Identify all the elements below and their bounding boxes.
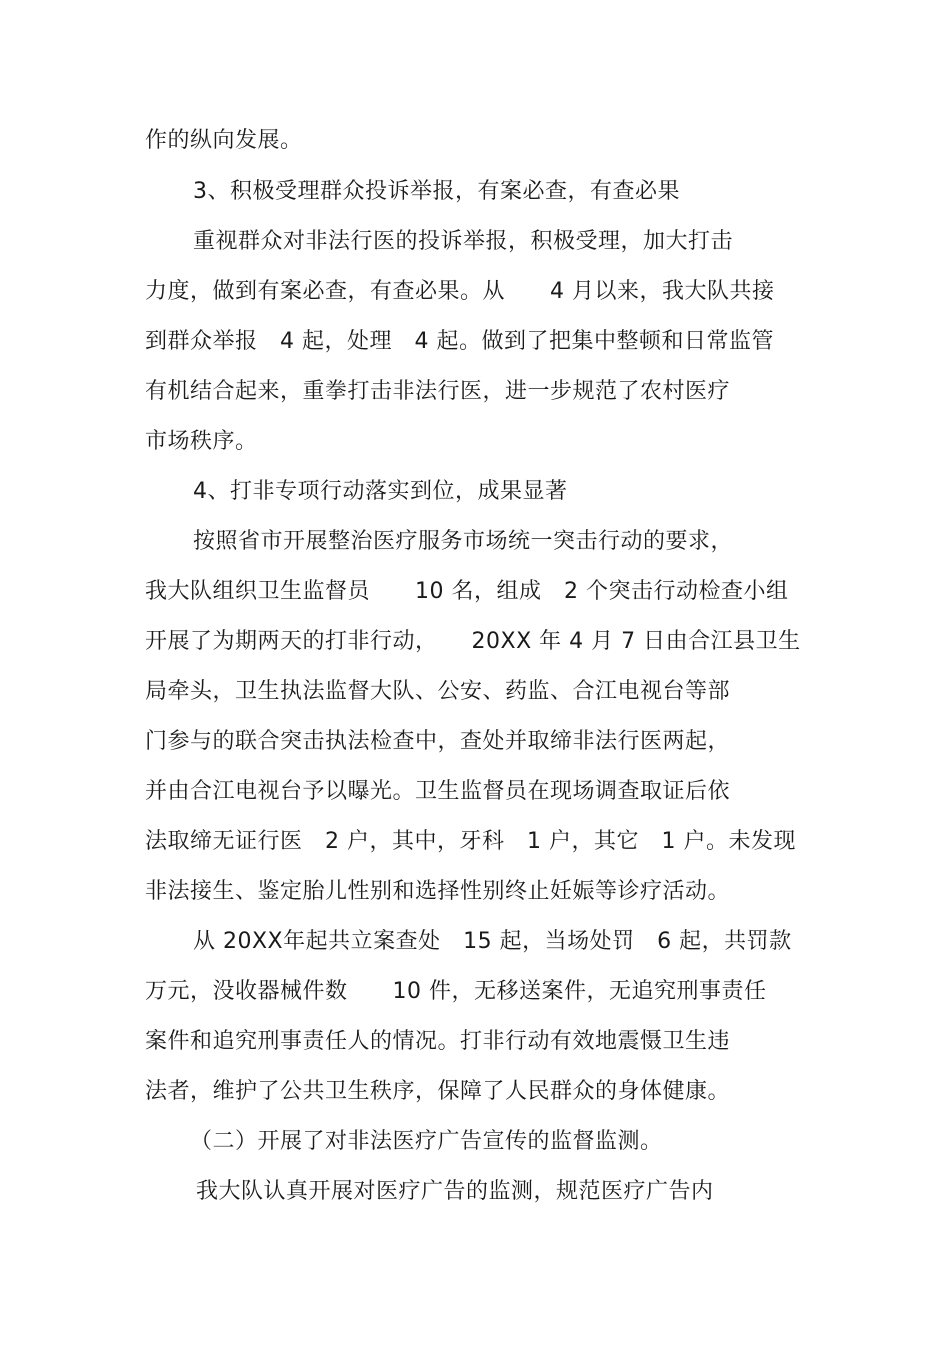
text-line: 作的纵向发展。 — [145, 128, 303, 153]
text-line: 按照省市开展整治医疗服务市场统一突击行动的要求， — [193, 529, 734, 554]
text-line: 法者，维护了公共卫生秩序，保障了人民群众的身体健康。 — [145, 1079, 731, 1104]
text-line: 门参与的联合突击执法检查中，查处并取缔非法行医两起， — [145, 729, 731, 754]
text-line: 法取缔无证行医 2 户，其中，牙科 1 户，其它 1 户。未发现 — [145, 829, 796, 854]
text-line: 从 20XX年起共立案查处 15 起，当场处罚 6 起，共罚款 — [193, 929, 792, 954]
text-line: 力度，做到有案必查，有查必果。从 4 月以来，我大队共接 — [145, 279, 775, 304]
text-line: 有机结合起来，重拳打击非法行医，进一步规范了农村医疗 — [145, 379, 731, 404]
section-heading: 4、打非专项行动落实到位，成果显著 — [193, 479, 568, 504]
text-line: 市场秩序。 — [145, 429, 258, 454]
text-line: 开展了为期两天的打非行动， 20XX 年 4 月 7 日由合江县卫生 — [145, 629, 801, 654]
text-line: 案件和追究刑事责任人的情况。打非行动有效地震慑卫生违 — [145, 1029, 731, 1054]
text-line: 局牵头，卫生执法监督大队、公安、药监、合江电视台等部 — [145, 679, 731, 704]
text-line: 重视群众对非法行医的投诉举报，积极受理，加大打击 — [193, 229, 734, 254]
text-line: 到群众举报 4 起，处理 4 起。做到了把集中整顿和日常监管 — [145, 329, 774, 354]
section-heading: （二）开展了对非法医疗广告宣传的监督监测。 — [190, 1129, 663, 1154]
text-line: 万元，没收器械件数 10 件，无移送案件，无追究刑事责任 — [145, 979, 767, 1004]
text-line: 非法接生、鉴定胎儿性别和选择性别终止妊娠等诊疗活动。 — [145, 879, 731, 904]
text-line: 并由合江电视台予以曝光。卫生监督员在现场调查取证后依 — [145, 779, 731, 804]
text-line: 我大队认真开展对医疗广告的监测，规范医疗广告内 — [196, 1179, 714, 1204]
text-line: 我大队组织卫生监督员 10 名，组成 2 个突击行动检查小组 — [145, 579, 789, 604]
section-heading: 3、积极受理群众投诉举报，有案必查，有查必果 — [193, 179, 680, 204]
